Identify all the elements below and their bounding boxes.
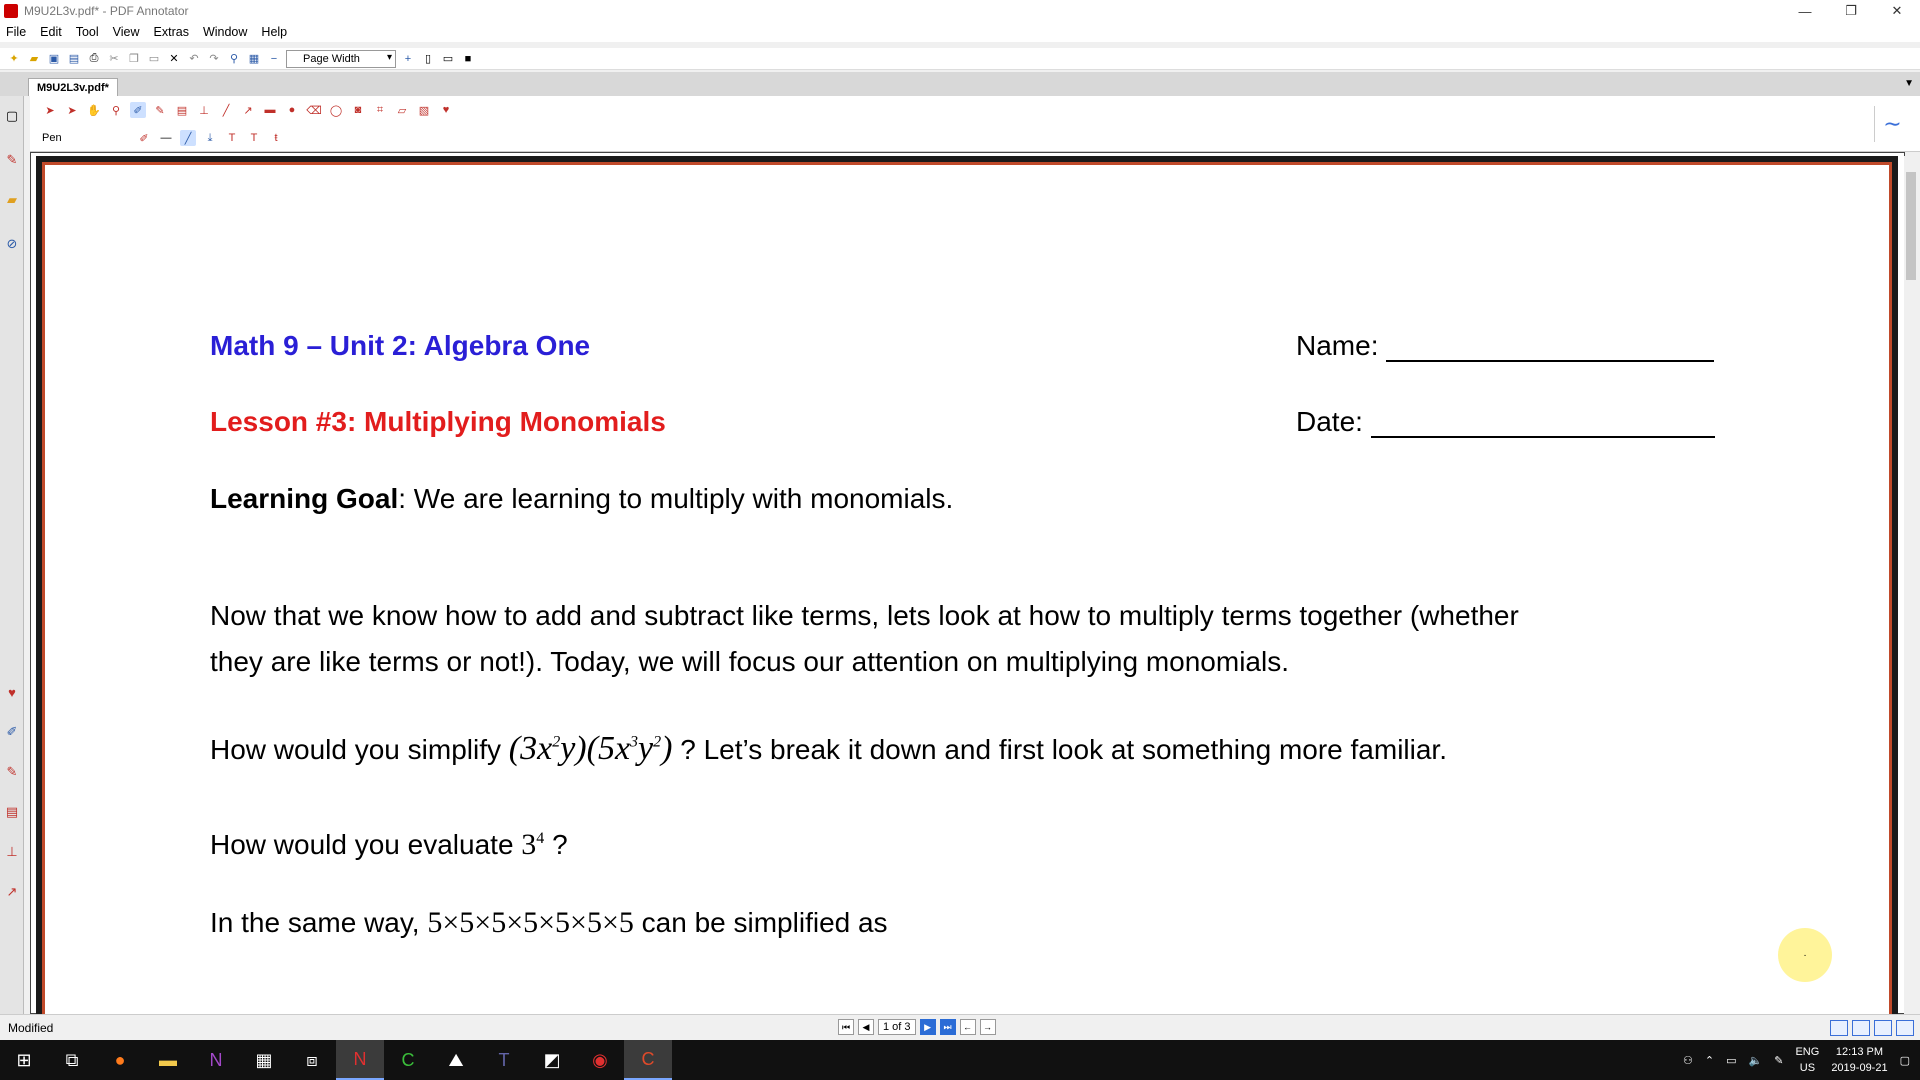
question-simplify-prefix: How would you simplify — [210, 734, 501, 765]
name-blank — [1386, 334, 1714, 362]
doc-title-text: Math 9 – Unit 2: Algebra One — [210, 330, 591, 361]
undo-icon[interactable]: ↶ — [189, 53, 199, 65]
question-same-way-suffix: can be simplified as — [641, 907, 888, 938]
arrow-icon[interactable]: ↗ — [243, 104, 253, 117]
menu-edit[interactable]: Edit — [40, 25, 62, 39]
pdf-annotator-icon — [4, 4, 18, 18]
new-icon[interactable]: ✦ — [9, 53, 19, 65]
start-icon[interactable]: ⊞ — [16, 1049, 32, 1070]
people-icon[interactable]: ⚇ — [1683, 1054, 1693, 1067]
window-title: M9U2L3v.pdf* - PDF Annotator — [24, 4, 189, 18]
cut-icon[interactable]: ✂ — [109, 53, 119, 65]
volume-icon[interactable]: 🔈 — [1748, 1054, 1763, 1067]
onenote-icon[interactable]: N — [209, 1049, 223, 1070]
page-navigator — [838, 1019, 996, 1035]
text-underline-icon[interactable]: T — [228, 132, 236, 144]
name-field — [1296, 330, 1714, 362]
page-indicator[interactable]: 1 of 3 — [878, 1019, 916, 1035]
snap-icon[interactable]: ⤓ — [207, 131, 213, 144]
task-view-icon[interactable]: ⧉ — [65, 1049, 79, 1070]
question-same-way-prefix: In the same way, — [210, 907, 420, 938]
save-as-icon[interactable]: ▤ — [68, 53, 80, 65]
ellipse-icon[interactable]: ● — [288, 104, 296, 116]
lesson-title-text: Lesson #3: Multiplying Monomials — [210, 406, 666, 437]
pen-tool-active-icon[interactable]: ✐ — [130, 102, 146, 118]
delete-icon[interactable]: ✕ — [169, 53, 179, 65]
file-explorer-icon[interactable]: ▬ — [159, 1049, 177, 1070]
line-style-icon[interactable]: — — [160, 132, 172, 144]
copy-icon[interactable]: ❐ — [129, 53, 139, 65]
attachment-panel-icon[interactable]: ⊘ — [6, 236, 18, 251]
menu-tool[interactable]: Tool — [75, 25, 99, 39]
menu-help[interactable]: Help — [261, 25, 288, 39]
last-page-icon[interactable]: ⏭ — [940, 1019, 956, 1035]
zoom-out-icon[interactable]: − — [270, 52, 278, 65]
tray-expand-icon[interactable]: ⌃ — [1704, 1054, 1715, 1067]
annotation-toolbar — [30, 96, 1920, 152]
favorites-dropdown-icon[interactable]: ♥ — [442, 104, 450, 116]
view-continuous-icon[interactable] — [1852, 1020, 1870, 1036]
screen-recorder-icon[interactable]: ◉ — [592, 1049, 608, 1070]
next-page-icon[interactable]: ▶ — [920, 1019, 936, 1035]
question-evaluate-prefix: How would you evaluate — [210, 829, 514, 860]
calculator-icon[interactable]: ▦ — [255, 1049, 273, 1070]
doc-title — [210, 330, 590, 362]
stamp-tool-icon[interactable]: ⊥ — [6, 844, 18, 859]
page-layout-icon[interactable]: ▦ — [248, 53, 260, 65]
question-simplify — [210, 730, 1447, 768]
pen-preview-icon: ∼ — [1874, 106, 1910, 142]
date-label: Date: — [1296, 406, 1363, 437]
title-bar — [0, 0, 1920, 22]
forward-icon[interactable]: → — [980, 1019, 996, 1035]
open-folder-icon[interactable]: ▰ — [29, 53, 39, 65]
network-app-icon[interactable]: ⧈ — [306, 1049, 318, 1070]
fullscreen-icon[interactable]: ■ — [464, 52, 472, 65]
question-same-way — [210, 906, 888, 940]
pdf-page[interactable] — [42, 162, 1892, 1014]
crop-icon[interactable]: ⌗ — [376, 103, 384, 116]
pen-tool-icon[interactable]: ✐ — [6, 724, 18, 739]
lasso-icon[interactable]: ◯ — [329, 104, 343, 117]
active-tool-label: Pen — [42, 132, 62, 144]
power-expression: $3^4$ — [521, 828, 545, 861]
menu-bar — [0, 22, 1920, 42]
find-icon[interactable]: ⚲ — [229, 53, 239, 65]
prev-page-icon[interactable]: ◀ — [858, 1019, 874, 1035]
monomial-expression: $(3x^2y)(5x^3y^2)$ — [508, 730, 673, 767]
scrollbar-thumb[interactable] — [1906, 172, 1916, 280]
region-code: US — [1799, 1062, 1816, 1074]
zoom-value: Page Width — [303, 52, 360, 65]
language-code: ENG — [1795, 1046, 1820, 1058]
menu-view[interactable]: View — [112, 25, 140, 39]
learning-goal — [210, 483, 953, 515]
select-text-icon[interactable]: ➤ — [67, 104, 77, 117]
vertical-scrollbar[interactable] — [1904, 156, 1918, 1014]
clock-date: 2019-09-21 — [1831, 1062, 1888, 1074]
view-facing-icon[interactable] — [1874, 1020, 1892, 1036]
eraser-icon[interactable]: ⌫ — [306, 104, 322, 117]
text-strike-icon[interactable]: ŧ — [274, 132, 278, 144]
ruler-icon[interactable]: ▱ — [397, 104, 407, 117]
pen-cursor-highlight: · — [1778, 928, 1832, 982]
paste-icon[interactable]: ▭ — [148, 53, 160, 65]
menu-window[interactable]: Window — [202, 25, 248, 39]
notifications-icon[interactable]: ▢ — [1899, 1054, 1910, 1067]
hand-tool-icon[interactable]: ✋ — [87, 104, 101, 117]
single-page-icon[interactable]: ▯ — [424, 53, 432, 65]
date-field — [1296, 406, 1715, 438]
tab-bar — [0, 72, 1920, 96]
redo-icon[interactable]: ↷ — [209, 53, 219, 65]
learning-goal-text: : We are learning to multiply with monomials. — [398, 483, 954, 514]
bookmark-panel-icon[interactable]: ▰ — [7, 192, 17, 207]
view-modes — [1830, 1020, 1914, 1036]
left-sidebar — [0, 96, 24, 1014]
lesson-title — [210, 406, 666, 438]
close-button[interactable]: ✕ — [1891, 3, 1903, 18]
product-expression: 5×5×5×5×5×5×5 — [427, 906, 634, 939]
pdf-annotator-task-icon[interactable]: N — [336, 1040, 384, 1080]
question-evaluate — [210, 828, 568, 862]
minimize-button[interactable]: — — [1798, 3, 1812, 19]
stamp-icon[interactable]: ⊥ — [199, 104, 209, 117]
restore-button[interactable]: ❐ — [1845, 3, 1857, 18]
learning-goal-label: Learning Goal — [210, 483, 399, 514]
intro-line-2: they are like terms or not!). Today, we will focus our attention on multiplying monomials. — [210, 646, 1289, 677]
smoothing-icon[interactable]: ╱ — [180, 130, 196, 146]
system-tray — [1683, 1044, 1920, 1076]
name-label: Name: — [1296, 330, 1379, 361]
highlighter-tool-icon[interactable]: ✎ — [6, 764, 18, 779]
first-page-icon[interactable]: ⏮ — [838, 1019, 854, 1035]
view-facing-continuous-icon[interactable] — [1896, 1020, 1914, 1036]
status-text: Modified — [8, 1020, 54, 1035]
view-single-icon[interactable] — [1830, 1020, 1848, 1036]
clock[interactable] — [1831, 1044, 1887, 1076]
save-icon[interactable]: ▣ — [48, 53, 60, 65]
back-icon[interactable]: ← — [960, 1019, 976, 1035]
zoom-tool-icon[interactable]: ⚲ — [111, 104, 121, 117]
menu-extras[interactable]: Extras — [153, 25, 189, 39]
camtasia-icon[interactable]: C — [401, 1049, 415, 1070]
photos-icon[interactable]: ⛰ — [448, 1049, 464, 1070]
rectangle-icon[interactable]: ▬ — [264, 104, 276, 116]
question-simplify-suffix: ? Let’s break it down and first look at something more familiar. — [680, 734, 1447, 765]
camera-icon[interactable]: ◙ — [354, 104, 362, 116]
language-indicator[interactable] — [1795, 1044, 1819, 1076]
select-tool-icon[interactable]: ➤ — [45, 104, 55, 117]
pen-ink-icon[interactable]: ✎ — [1774, 1054, 1784, 1067]
color-picker-icon[interactable]: ✐ — [139, 132, 149, 145]
teams-icon[interactable]: T — [498, 1049, 510, 1070]
zoom-select[interactable] — [286, 50, 396, 68]
windows-taskbar — [0, 1040, 1920, 1080]
main-toolbar — [0, 48, 1920, 70]
zoom-in-icon[interactable]: + — [404, 52, 412, 65]
status-bar — [0, 1014, 1920, 1040]
clock-time: 12:13 PM — [1835, 1046, 1883, 1058]
marker-panel-icon[interactable]: ✎ — [6, 152, 18, 167]
page-panel-icon[interactable]: ▢ — [5, 108, 19, 123]
text-squiggle-icon[interactable]: T — [250, 132, 258, 144]
network-icon[interactable]: ▭ — [1726, 1054, 1737, 1067]
textbox-tool-icon[interactable]: ▤ — [5, 804, 19, 819]
question-evaluate-suffix: ? — [552, 829, 568, 860]
line-tool-icon[interactable]: ↗ — [6, 884, 18, 899]
intro-line-1: Now that we know how to add and subtract like terms, lets look at how to multiply terms together (whether — [210, 600, 1519, 631]
textbox-icon[interactable]: ▤ — [176, 104, 188, 117]
menu-file[interactable]: File — [6, 25, 27, 39]
date-blank — [1371, 410, 1715, 438]
highlighter-icon[interactable]: ✎ — [155, 104, 165, 117]
fit-width-icon[interactable]: ▭ — [442, 53, 454, 65]
tab-list-dropdown[interactable]: ▼ — [1904, 78, 1914, 89]
camtasia-recorder-icon[interactable]: C — [624, 1040, 672, 1080]
print-icon[interactable]: ⎙ — [89, 52, 99, 64]
image-icon[interactable]: ▧ — [418, 104, 430, 117]
tab-document[interactable]: M9U2L3v.pdf* — [28, 78, 118, 96]
line-icon[interactable]: ╱ — [222, 104, 230, 117]
whiteboard-icon[interactable]: ◩ — [543, 1049, 561, 1070]
favorites-icon[interactable]: ♥ — [8, 684, 16, 700]
firefox-icon[interactable]: ● — [114, 1049, 126, 1070]
